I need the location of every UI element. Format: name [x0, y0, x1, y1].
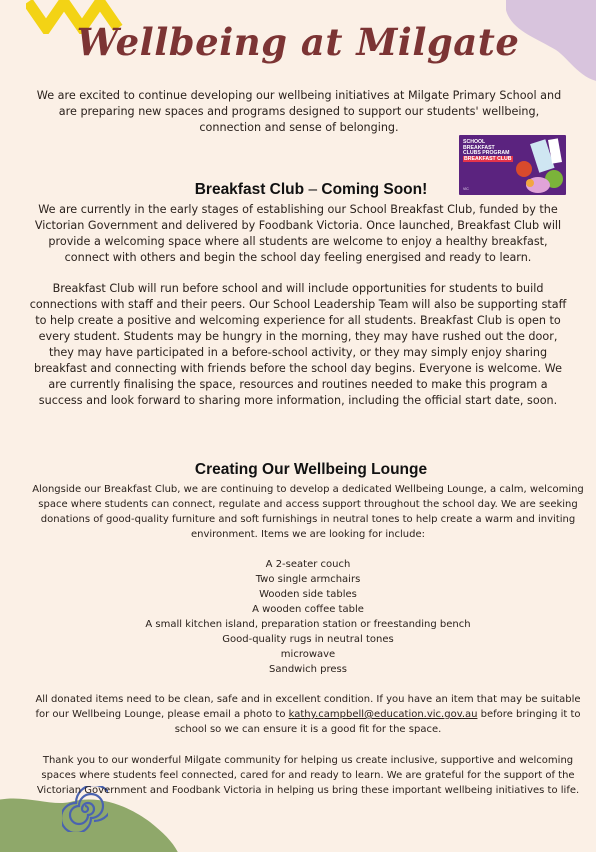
list-item: A wooden coffee table [252, 604, 364, 615]
promo-footer: VIC [463, 187, 469, 191]
list-item: A 2-seater couch [265, 559, 351, 570]
heading-dash: – [308, 181, 318, 198]
list-item: Two single armchairs [255, 574, 361, 585]
donation-items-list [30, 557, 586, 677]
promo-line-1: SCHOOL [463, 139, 486, 145]
intro-paragraph: We are excited to continue developing our wellbeing initiatives at Milgate Primary School and are preparing new spaces and programs designed to support our students' wellbeing, connection and sense of belonging. [36, 89, 562, 134]
promo-line-2: BREAKFAST [463, 144, 495, 151]
list-item: Good-quality rugs in neutral tones [222, 634, 394, 645]
donation-text-after: before bringing it to school so we can ensure it is a good fit for the space. [174, 709, 581, 735]
promo-highlight: BREAKFAST CLUB [464, 155, 512, 162]
page-title: Wellbeing at Milgate [76, 20, 520, 64]
wellbeing-lounge-paragraph-1: Alongside our Breakfast Club, we are continuing to develop a dedicated Wellbeing Lounge, a calm, welcoming space where students can connect, regulate and access support throughout the school day. We are seeking donations of good-quality furniture and soft furnishings in neutral tones to help create a warm and inviting environment. Items we are looking for include: [32, 484, 584, 540]
promo-line-3: CLUBS PROGRAM [463, 150, 510, 157]
breakfast-club-paragraph-2: Breakfast Club will run before school and will include opportunities for students to build connections with staff and their peers. Our School Leadership Team will also be supporting staff to help create a positive and welcoming experience for all students. Breakfast Club is open to every student. Students may be hungry in the morning, they may have rushed out the door, they may have participated in a before-school activity, or they may simply enjoy sharing breakfast and connecting with friends before the school day begins. Everyone is welcome. We are currently finalising the space, resources and routines needed to make this program a success and look forward to sharing more information, including the official start date, soon. [29, 282, 567, 407]
wellbeing-lounge-paragraph-2 [30, 692, 586, 737]
list-item: microwave [280, 649, 336, 660]
thank-you-paragraph: Thank you to our wonderful Milgate community for helping us create inclusive, supportive and welcoming spaces where students feel connected, cared for and ready to learn. We are grateful for the support of the Victorian Government and Foodbank Victoria in helping us bring these important wellbeing initiatives to life. [36, 755, 580, 796]
breakfast-club-paragraph-1: We are currently in the early stages of establishing our School Breakfast Club, funded by the Victorian Government and delivered by Foodbank Victoria. Once launched, Breakfast Club will provide a welcoming space where all students are welcome to enjoy a healthy breakfast, connect with others and begin the school day feeling energised and ready to learn. [34, 203, 562, 264]
breakfast-club-heading-tail: Coming Soon! [321, 181, 428, 198]
list-item: Wooden side tables [259, 589, 357, 600]
wellbeing-lounge-heading: Creating Our Wellbeing Lounge [194, 461, 428, 478]
promo-text [463, 140, 513, 162]
donation-text-before: All donated items need to be clean, safe and in excellent condition. If you have an item that may be suitable for our Wellbeing Lounge, please email a photo to [35, 694, 581, 720]
breakfast-club-heading-main: Breakfast Club [194, 181, 305, 198]
list-item: A small kitchen island, preparation station or freestanding bench [145, 619, 471, 630]
email-link[interactable]: kathy.campbell@education.vic.gov.au [288, 709, 478, 720]
list-item: Sandwich press [269, 664, 347, 675]
breakfast-club-heading [0, 181, 596, 199]
